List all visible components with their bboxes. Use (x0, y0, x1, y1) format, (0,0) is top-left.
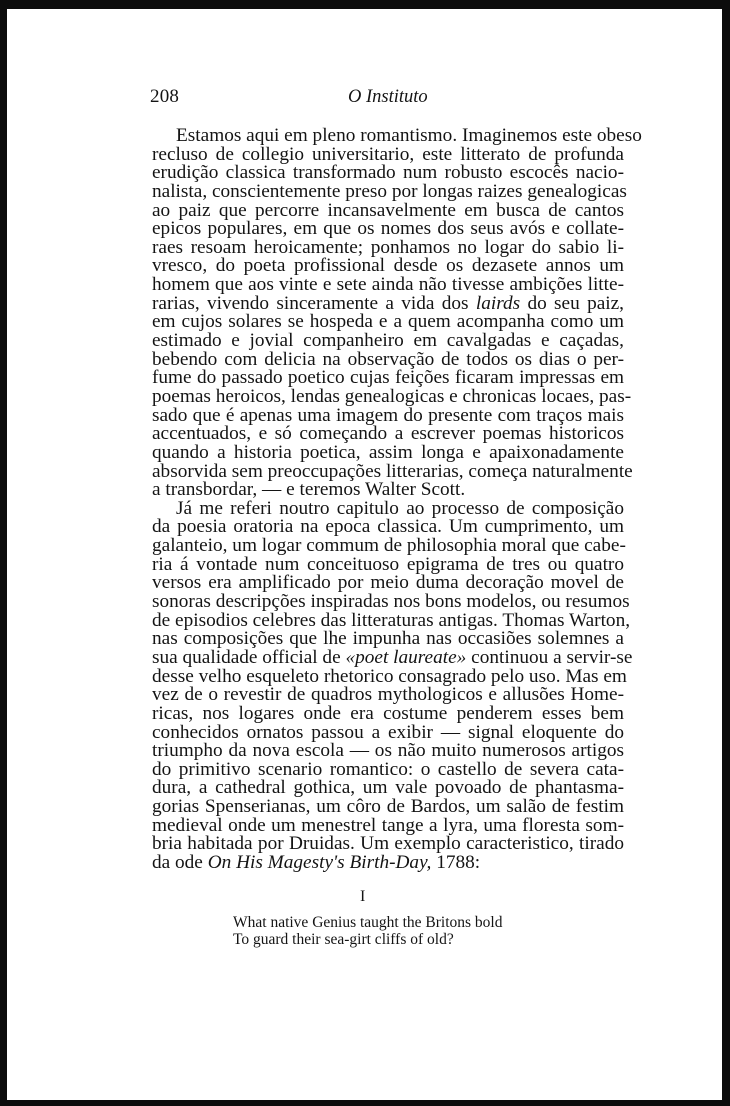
verse-block (233, 914, 502, 948)
text-line: erudição classica transformado num robusto escocês nacio- (152, 162, 624, 184)
running-title: O Instituto (348, 87, 428, 107)
italic-phrase: «poet laureate» (345, 646, 467, 668)
text-line: sado que é apenas uma imagem do presente com traços mais (152, 404, 624, 426)
verse-line: What native Genius taught the Britons bold (233, 914, 503, 931)
ode-title: On His Magesty's Birth-Day, (207, 851, 432, 873)
text-segment: da ode (152, 851, 203, 873)
text-line: medieval onde um menestrel tange a lyra, uma floresta som- (152, 814, 624, 836)
text-line: fume do passado poetico cujas feições ficaram impressas em (152, 367, 624, 389)
text-line: Estamos aqui em pleno romantismo. Imaginemos este obeso (176, 125, 642, 146)
text-line: bria habitada por Druidas. Um exemplo caracteristico, tirado (152, 833, 624, 855)
text-line: Já me referi noutro capitulo ao processo de composição (176, 497, 624, 519)
verse-line: To guard their sea-girt cliffs of old? (233, 931, 454, 948)
text-line: bebendo com delicia na observação de todos os dias o per- (152, 348, 624, 370)
italic-word: lairds (475, 292, 521, 314)
text-line: epicos populares, em que os nomes dos seus avós e collate- (152, 218, 624, 240)
scan-edge-left (0, 0, 7, 1106)
text-line: poemas heroicos, lendas genealogicas e chronicas locaes, pas- (152, 385, 632, 407)
text-line: triumpho da nova escola — os não muito numerosos artigos (152, 740, 624, 762)
text-line: do primitivo scenario romantico: o castello de severa cata- (152, 758, 624, 780)
text-segment: rarias, vivendo sinceramente a vida dos (152, 292, 469, 314)
text-line: da poesia oratoria na epoca classica. Um cumprimento, um (152, 516, 624, 538)
text-line: nalista, conscientemente preso por longas raizes genealogicas (152, 180, 627, 202)
text-segment: do seu paiz, (527, 292, 624, 314)
text-line: gorias Spenserianas, um côro de Bardos, um salão de festim (152, 796, 624, 818)
text-line: ao paiz que percorre incansavelmente em busca de cantos (152, 199, 624, 221)
text-segment: sua qualidade official de (152, 646, 341, 668)
text-line: dura, a cathedral gothica, um vale povoado de phantasma- (152, 777, 624, 799)
text-line: raes resoam heroicamente; ponhamos no logar do sabio li- (152, 236, 624, 258)
text-line (152, 851, 624, 873)
text-line: vez de o revestir de quadros mythologicos e allusões Home- (152, 684, 624, 706)
text-line: accentuados, e só começando a escrever poemas historicos (152, 423, 624, 445)
body-text (152, 125, 642, 873)
text-line: nas composições que lhe impunha nas occasiões solemnes a (152, 628, 624, 650)
scan-edge-bottom (0, 1100, 730, 1106)
text-line: desse velho esqueleto rhetorico consagrado pelo uso. Mas em (152, 665, 627, 687)
text-line: galanteio, um logar commum de philosophia moral que cabe- (152, 535, 626, 557)
text-line: a transbordar, — e teremos Walter Scott. (152, 479, 466, 501)
text-line: ria á vontade num conceituoso epigrama de tres ou quatro (152, 553, 624, 575)
text-line: vresco, do poeta profissional desde os dezasete annos um (152, 255, 624, 277)
text-line: de episodios celebres das litteraturas antigas. Thomas Warton, (152, 609, 631, 631)
text-line: ricas, nos logares onde era costume penderem esses bem (152, 702, 624, 724)
text-line: estimado e jovial companheiro em cavalgadas e caçadas, (152, 330, 624, 352)
scan-edge-top (0, 0, 730, 9)
text-line: sonoras descripções inspiradas nos bons modelos, ou resumos (152, 591, 630, 613)
text-line: absorvida sem preoccupações litterarias, começa naturalmente (152, 460, 633, 482)
text-line: conhecidos ornatos passou a exibir — signal eloquente do (152, 721, 624, 743)
text-line: em cujos solares se hospeda e a quem acompanha como um (152, 311, 624, 333)
scan-edge-right (722, 0, 730, 1106)
text-line: recluso de collegio universitario, este litterato de profunda (152, 143, 624, 165)
text-line (152, 646, 633, 668)
text-line: homem que aos vinte e sete ainda não tivesse ambições litte- (152, 274, 624, 296)
text-line: quando a historia poetica, assim longa e apaixonadamente (152, 441, 624, 463)
text-segment: continuou a servir-se (471, 646, 633, 668)
page-number: 208 (150, 86, 180, 107)
verse-heading: I (360, 888, 366, 905)
text-line: versos era amplificado por meio duma decoração movel de (152, 572, 624, 594)
ode-year: 1788: (436, 851, 481, 873)
page-header (150, 86, 630, 114)
